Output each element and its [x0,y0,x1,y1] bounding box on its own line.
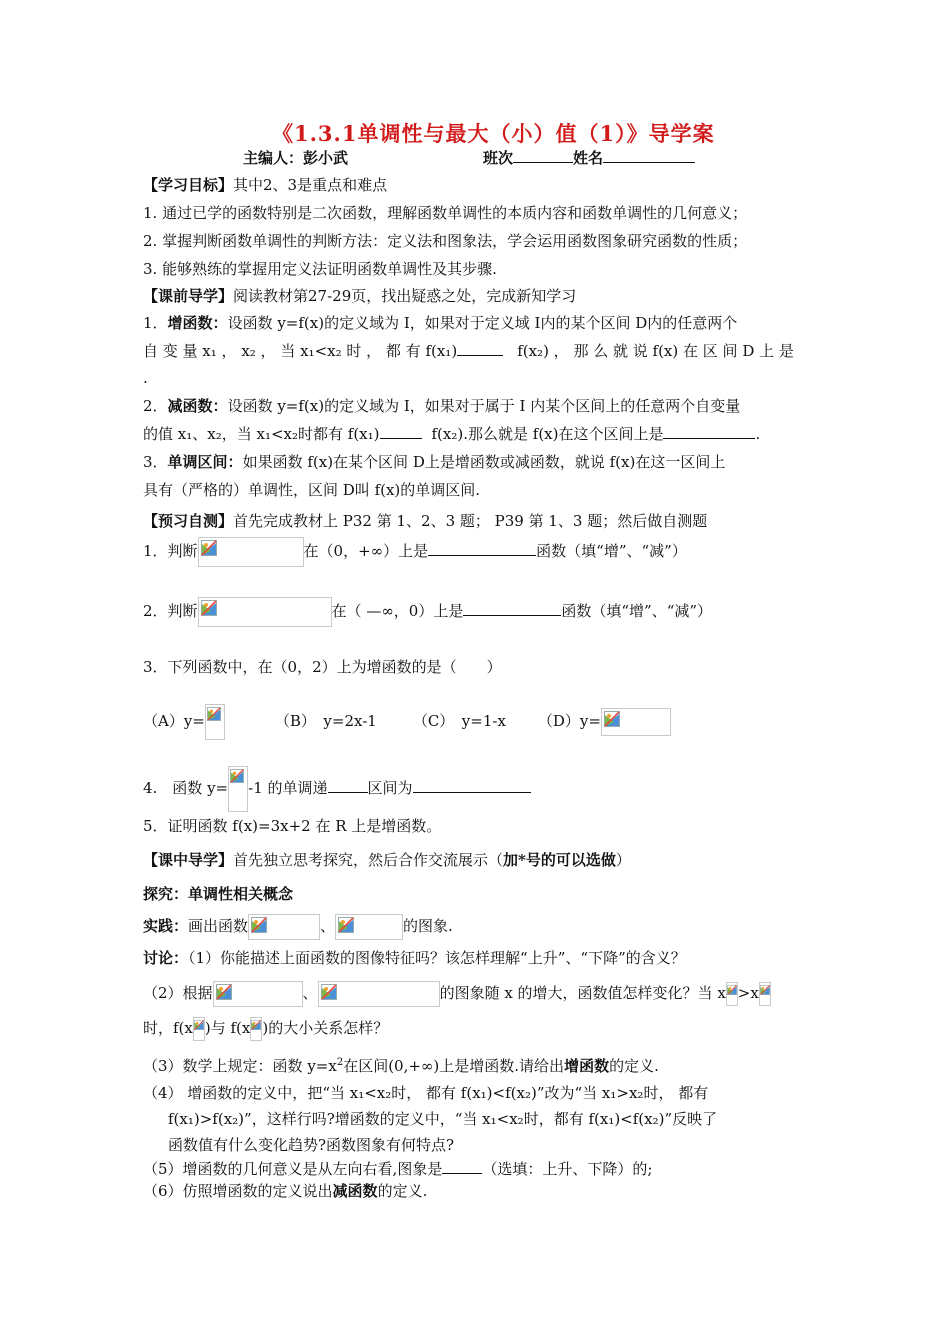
editor: 主编人：彭小武 [243,149,349,167]
formula-image [213,981,303,1007]
preview-heading: 【课前导学】阅读教材第27-29页，找出疑惑之处，完成新知学习 [143,287,577,305]
broken-image-icon [194,1020,204,1030]
discussion-4-line3: 函数值有什么变化趋势?函数图象有何特点? [168,1136,455,1154]
question-1: 1．判断 在（0，+∞）上是 函数（填“增”、“减”） [143,537,687,567]
discussion-3: （3）数学上规定：函数 $y=x^2$在区间(0,+∞)上是增函数.请给出增函数的定义. [143,1057,659,1075]
formula-image [228,766,248,812]
self-test-heading: 【预习自测】首先完成教材上 P32 第 1、2、3 题； P39 第 1、3 题；然后做自测题 [143,512,708,530]
discussion-4-line2: f(x₁)>f(x₂)”，这样行吗?增函数的定义中，“当 x₁<x₂时，都有 f(x₁)<f(x₂)”反映了 [168,1110,718,1128]
explore-heading: 探究：单调性相关概念 [143,885,294,903]
broken-image-icon [338,917,354,933]
monotonic-interval-line1: 3．单调区间：如果函数 f(x)在某个区间 D上是增函数或减函数，就说 f(x)在这一区间上 [143,453,726,471]
class-label: 班次 [483,149,514,167]
discussion-2-line2: 时，f(x )与 f(x )的大小关系怎样？ [143,1017,388,1041]
broken-image-icon [321,984,337,1000]
in-class-heading: 【课中导学】首先独立思考探究，然后合作交流展示（加*号的可以选做） [143,851,631,869]
question-5: 5．证明函数 f(x)=3x+2 在 R 上是增函数。 [143,817,442,835]
formula-image [193,1017,205,1041]
formula-image [250,1017,262,1041]
formula-image [726,982,738,1006]
broken-image-icon [201,540,217,556]
monotonic-interval-line2: 具有（严格的）单调性，区间 D叫 f(x)的单调区间. [143,481,481,499]
question-4: 4. 函数 y= -1 的单调递 区间为 [143,766,531,812]
broken-image-icon [216,984,232,1000]
broken-image-icon [604,711,620,727]
objective-item: 3. 能够熟练的掌握用定义法证明函数单调性及其步骤. [143,260,497,278]
decreasing-def-line1: 2．减函数：设函数 y=f(x)的定义域为 I，如果对于属于 I 内某个区间上的任意两个自变量 [143,397,741,415]
decreasing-def-line2: 的值 x₁、x₂，当 x₁<x₂时都有 f(x₁) f(x₂).那么就是 f(x)在这个区间上是 . [143,425,761,443]
discussion-5: （5）增函数的几何意义是从左向右看,图象是 （选填：上升、下降）的; [143,1160,653,1178]
objective-item: 1. 通过已学的函数特别是二次函数，理解函数单调性的本质内容和函数单调性的几何意义； [143,204,748,222]
broken-image-icon [207,707,221,721]
discussion-1: 讨论：（1）你能描述上面函数的图像特征吗？该怎样理解“上升”、“下降”的含义？ [143,949,686,967]
broken-image-icon [760,985,770,995]
formula-image [198,597,332,627]
broken-image-icon [251,1020,261,1030]
objective-item: 2. 掌握判断函数单调性的判断方法：定义法和图象法，学会运用函数图象研究函数的性质； [143,232,748,250]
formula-image [335,914,403,940]
formula-image [205,704,225,740]
discussion-4-line1: （4） 增函数的定义中，把“当 x₁<x₂时， 都有 f(x₁)<f(x₂)”改为“当 x₁>x₂时， 都有 [143,1084,709,1102]
broken-image-icon [230,769,244,783]
question-3-options: （A）y= （B） y=2x-1 （C） y=1-x （D）y= [143,704,671,740]
formula-image [198,537,304,567]
page-title: 《1.3.1单调性与最大（小）值（1）》导学案 [272,121,715,146]
formula-image [318,981,440,1007]
increasing-def-line1: 1．增函数：设函数 y=f(x)的定义域为 I，如果对于定义域 I内的某个区间 D内的任意两个 [143,314,738,332]
discussion-2-line1: （2）根据 、 的图象随 x 的增大，函数值怎样变化？当 x >x [143,981,771,1007]
increasing-def-line3: . [143,369,148,387]
formula-image [248,914,320,940]
question-2: 2．判断 在（ —∞，0）上是 函数（填“增”、“减”） [143,597,712,627]
class-name-line [483,148,695,168]
objectives-heading: 【学习目标】其中2、3是重点和难点 [143,176,388,194]
broken-image-icon [201,600,217,616]
discussion-6: （6）仿照增函数的定义说出减函数的定义. [143,1182,428,1200]
broken-image-icon [251,917,267,933]
name-label: 姓名 [573,149,604,167]
formula-image [601,708,671,736]
practice-line: 实践：画出函数 、 的图象. [143,914,453,940]
formula-image [759,982,771,1006]
question-3: 3．下列函数中，在（0，2）上为增函数的是（ ） [143,658,502,676]
broken-image-icon [727,985,737,995]
increasing-def-line2: 自 变 量 x₁ ， x₂ ， 当 x₁<x₂ 时 ， 都 有 f(x₁) f(x₂) ， 那 么 就 说 f(x) 在 区 间 D 上 是 [143,342,794,360]
